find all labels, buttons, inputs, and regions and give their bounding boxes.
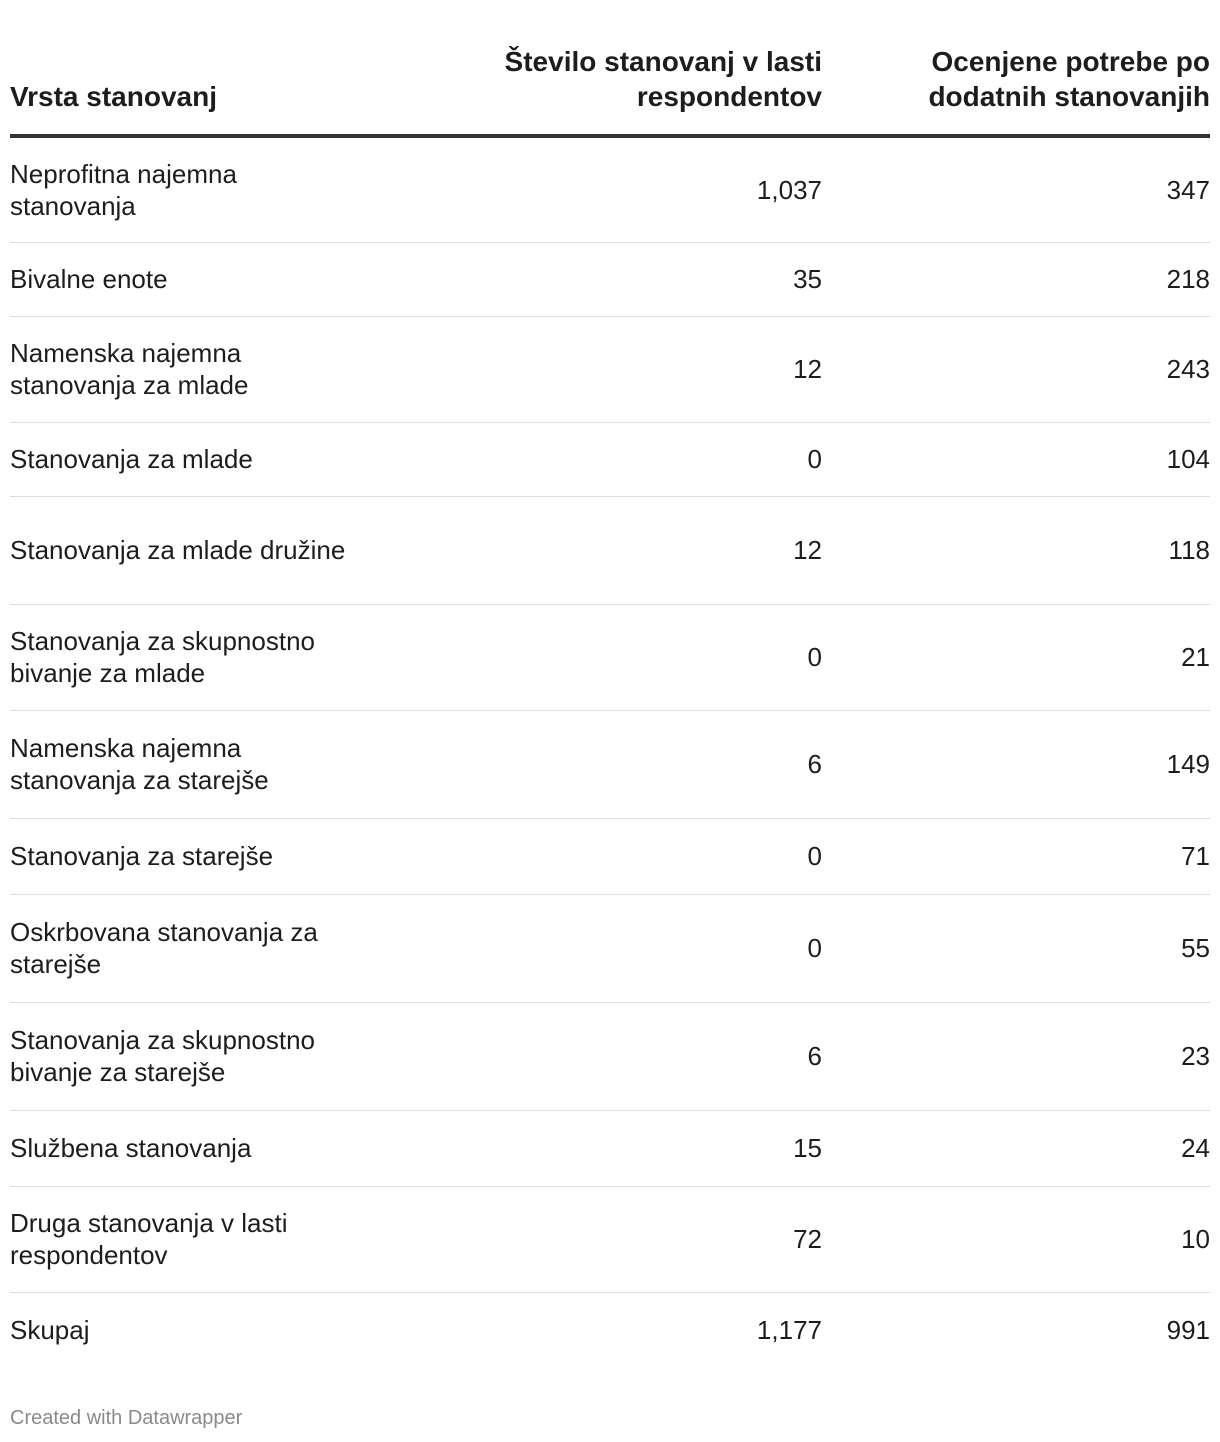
cell-needed: 23 (822, 1002, 1210, 1110)
cell-type (10, 1186, 422, 1292)
table-row (10, 894, 1210, 1002)
cell-owned: 12 (422, 316, 822, 422)
table-row (10, 1110, 1210, 1186)
cell-type-label: Skupaj (10, 1315, 90, 1346)
cell-needed: 104 (822, 422, 1210, 496)
cell-owned: 1,037 (422, 136, 822, 242)
cell-owned: 15 (422, 1110, 822, 1186)
data-table-container (10, 44, 1210, 1368)
cell-type-label: Bivalne enote (10, 264, 168, 294)
table-row (10, 136, 1210, 242)
column-header-needed[interactable] (822, 44, 1210, 136)
cell-type (10, 242, 422, 316)
table-body (10, 136, 1210, 1368)
cell-needed: 71 (822, 818, 1210, 894)
cell-needed: 347 (822, 136, 1210, 242)
cell-type-label: Stanovanja za starejše (10, 841, 274, 871)
cell-needed: 149 (822, 710, 1210, 818)
cell-type-label: Neprofitna najemna stanovanja (10, 158, 237, 221)
cell-needed: 243 (822, 316, 1210, 422)
cell-type (10, 1292, 422, 1368)
cell-type-label: Oskrbovana stanovanja za starejše (10, 917, 318, 979)
cell-type-label: Stanovanja za mlade (10, 444, 253, 474)
datawrapper-credit: Created with Datawrapper (10, 1407, 243, 1429)
cell-type-label: Stanovanja za skupnostno bivanje za mlade (10, 626, 315, 688)
table-row (10, 710, 1210, 818)
cell-type (10, 894, 422, 1002)
cell-needed: 118 (822, 496, 1210, 604)
table-row (10, 1002, 1210, 1110)
column-header-owned-label: Število stanovanj v lasti respondentov (504, 46, 822, 112)
cell-owned: 1,177 (756, 1315, 822, 1346)
cell-type (10, 710, 422, 818)
table-row (10, 1186, 1210, 1292)
table-row (10, 496, 1210, 604)
cell-owned: 12 (422, 496, 822, 604)
cell-needed: 10 (822, 1186, 1210, 1292)
table-row (10, 242, 1210, 316)
cell-type-label: Stanovanja za skupnostno bivanje za starejše (10, 1025, 315, 1087)
column-header-type[interactable]: Vrsta stanovanj (10, 44, 422, 136)
table-row (10, 316, 1210, 422)
column-header-owned[interactable] (422, 44, 822, 136)
cell-needed: 991 (1166, 1315, 1210, 1346)
cell-owned: 72 (422, 1186, 822, 1292)
cell-type (10, 496, 422, 604)
cell-type-label: Namenska najemna stanovanja za starejše (10, 733, 269, 795)
table-row (10, 1292, 1210, 1368)
table-row (10, 604, 1210, 710)
cell-needed: 55 (822, 894, 1210, 1002)
cell-type-label: Stanovanja za mlade družine (10, 535, 346, 565)
cell-needed: 218 (822, 242, 1210, 316)
cell-owned: 6 (422, 1002, 822, 1110)
cell-owned: 6 (422, 710, 822, 818)
cell-needed: 24 (822, 1110, 1210, 1186)
cell-needed: 21 (822, 604, 1210, 710)
cell-type (10, 818, 422, 894)
cell-owned: 0 (422, 604, 822, 710)
header-row (10, 44, 1210, 136)
cell-type (10, 316, 422, 422)
cell-owned: 0 (422, 894, 822, 1002)
cell-type-label: Namenska najemna stanovanja za mlade (10, 338, 249, 400)
cell-owned: 0 (422, 818, 822, 894)
cell-owned: 0 (422, 422, 822, 496)
table-row (10, 422, 1210, 496)
cell-type (10, 136, 422, 242)
data-table (10, 44, 1210, 1368)
column-header-needed-label: Ocenjene potrebe po dodatnih stanovanjih (928, 46, 1210, 112)
table-row (10, 818, 1210, 894)
cell-type-label: Druga stanovanja v lasti respondentov (10, 1208, 288, 1270)
cell-type (10, 604, 422, 710)
cell-type (10, 1110, 422, 1186)
cell-type (10, 422, 422, 496)
cell-type-label: Službena stanovanja (10, 1133, 252, 1163)
cell-type (10, 1002, 422, 1110)
table-header (10, 44, 1210, 136)
cell-owned: 35 (422, 242, 822, 316)
